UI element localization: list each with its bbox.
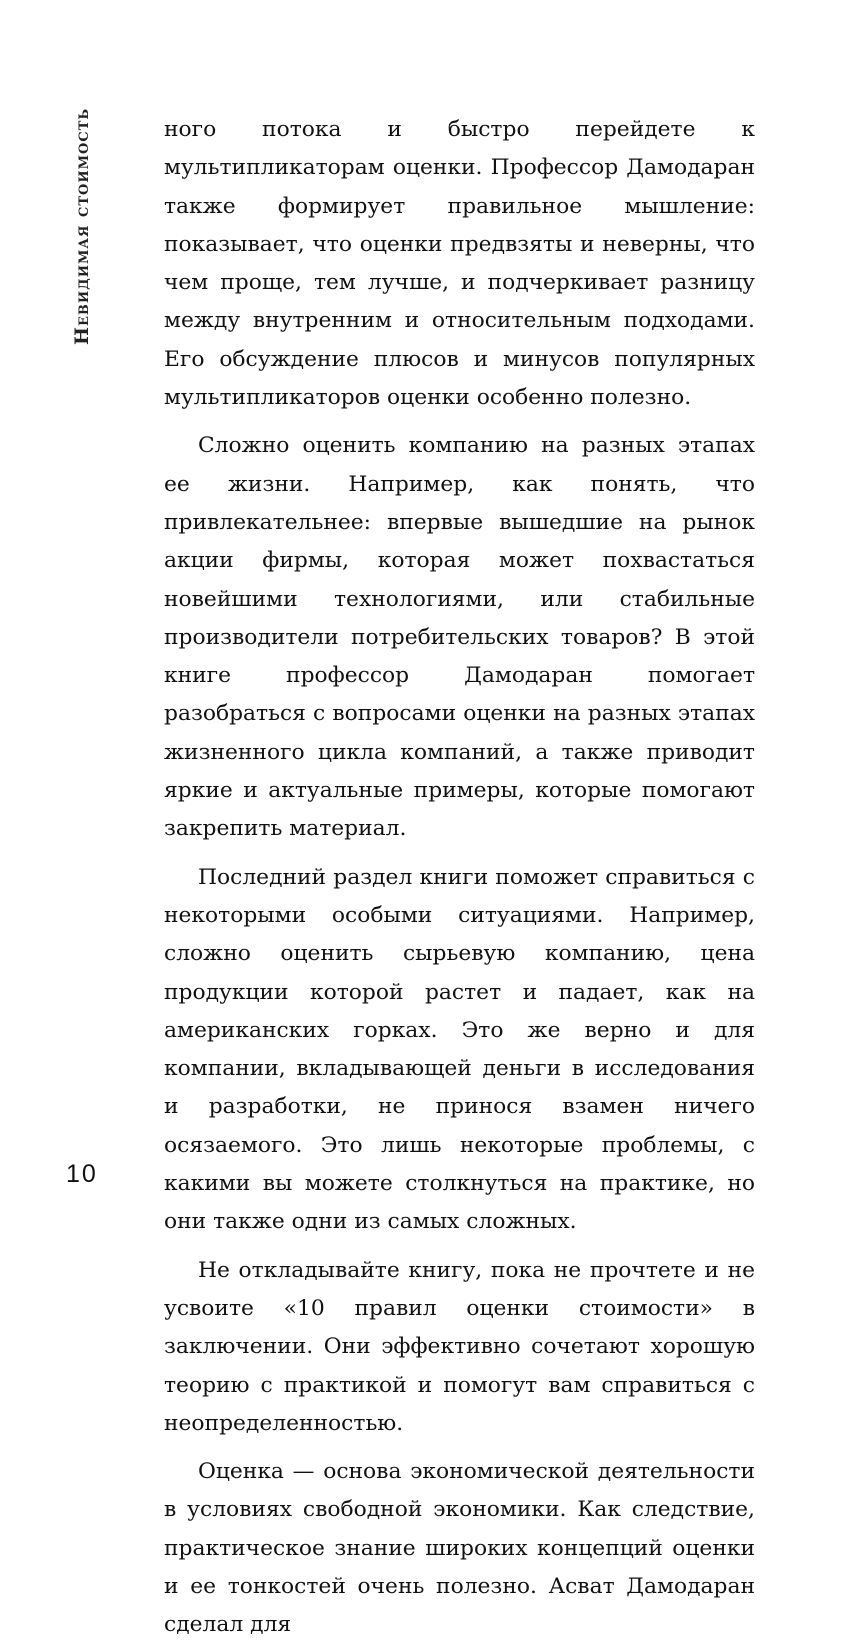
paragraph: Сложно оценить компанию на разных этапах ее жизни. Например, как понять, что привлекательнее: впервые вышедшие на рынок акции фирмы, которая может похвастаться новейшими технологиями, или стабильные производители потребительских товаров? В этой книге профессор Дамодаран помогает разобраться с вопросами оценки на разных этапах жизненного цикла компаний, а также приводит яркие и актуальные примеры, которые помогают закрепить материал.: [164, 433, 755, 842]
paragraph: Оценка — основа экономической деятельности в условиях свободной экономики. Как следствие, практическое знание широких концепций оценки и ее тонкостей очень полезно. Асват Дамодаран сделал для: [164, 1459, 755, 1638]
running-head: Невидимая стоимость: [71, 107, 93, 345]
body-text: [164, 111, 755, 1645]
page-number: 10: [66, 1160, 98, 1188]
paragraph: Последний раздел книги поможет справиться с некоторыми особыми ситуациями. Например, сложно оценить сырьевую компанию, цена продукции которой растет и падает, как на американских горках. Это же верно и для компании, вкладывающей деньги в исследования и разработки, не принося взамен ничего осязаемого. Это лишь некоторые проблемы, с какими вы можете столкнуться на практике, но они также одни из самых сложных.: [164, 864, 755, 1235]
paragraph: Не откладывайте книгу, пока не прочтете и не усвоите «10 правил оценки стоимости» в заключении. Они эффективно сочетают хорошую теорию с практикой и помогут вам справиться с неопределенностью.: [164, 1257, 755, 1436]
paragraph: ного потока и быстро перейдете к мультипликаторам оценки. Профессор Дамодаран также формирует правильное мышление: показывает, что оценки предвзяты и неверны, что чем проще, тем лучше, и подчеркивает разницу между внутренним и относительным подходами. Его обсуждение плюсов и минусов популярных мультипликаторов оценки особенно полезно.: [164, 117, 755, 411]
